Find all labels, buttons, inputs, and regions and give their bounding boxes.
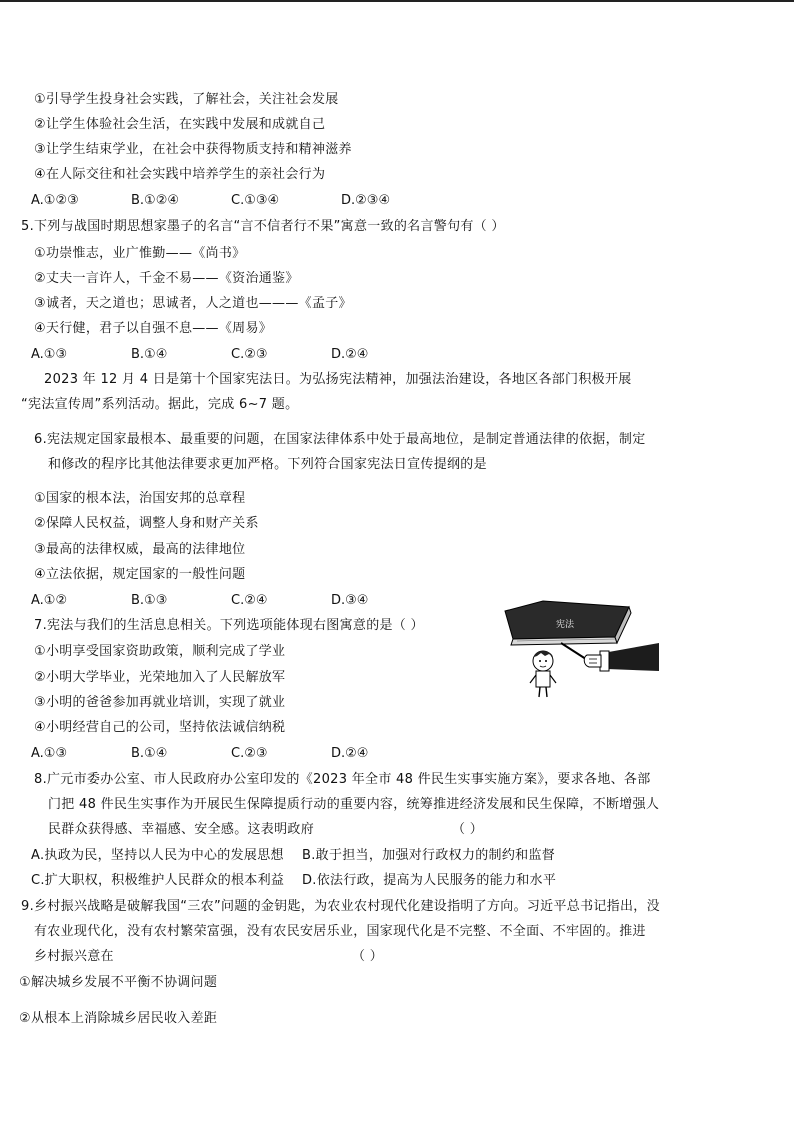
q6-stem-line-1: 6.宪法规定国家最根本、最重要的问题，在国家法律体系中处于最高地位，是制定普通法律的依据，制定 xyxy=(34,432,646,447)
book-title-text: 宪法 xyxy=(555,620,575,630)
q7-option-a[interactable]: A.①③ xyxy=(31,746,68,761)
q8-option-c[interactable]: C.扩大职权，积极维护人民群众的根本利益 xyxy=(31,873,285,888)
q6-option-a[interactable]: A.①② xyxy=(31,593,68,608)
q6-option-b[interactable]: B.①③ xyxy=(131,593,168,608)
q6-item-3: ③最高的法律权威，最高的法律地位 xyxy=(34,542,246,557)
q5-option-a[interactable]: A.①③ xyxy=(31,347,68,362)
q8-option-b[interactable]: B.敢于担当，加强对行政权力的制约和监督 xyxy=(302,848,556,863)
q6-item-1: ①国家的根本法，治国安邦的总章程 xyxy=(34,491,246,506)
q8-stem-line-3: 民群众获得感、幸福感、安全感。这表明政府 xyxy=(48,822,315,837)
q4-option-a[interactable]: A.①②③ xyxy=(31,193,79,208)
q9-item-2: ②从根本上消除城乡居民收入差距 xyxy=(19,1011,218,1026)
q7-item-2: ②小明大学毕业，光荣地加入了人民解放军 xyxy=(34,670,286,685)
q5-item-4: ④天行健，君子以自强不息——《周易》 xyxy=(34,321,273,336)
q9-stem-line-1: 9.乡村振兴战略是破解我国“三农”问题的金钥匙，为农业农村现代化建设指明了方向。习近平总书记指出，没 xyxy=(21,899,660,914)
q7-option-d[interactable]: D.②④ xyxy=(331,746,369,761)
q6-option-d[interactable]: D.③④ xyxy=(331,593,369,608)
q8-option-a[interactable]: A.执政为民，坚持以人民为中心的发展思想 xyxy=(31,848,284,863)
q7-option-c[interactable]: C.②③ xyxy=(231,746,268,761)
intro-line-1: 2023 年 12 月 4 日是第十个国家宪法日。为弘扬宪法精神，加强法治建设，各地区各部门积极开展 xyxy=(44,372,632,387)
q9-stem-line-2: 有农业现代化，没有农村繁荣富强，没有农民安居乐业，国家现代化是不完整、不全面、不牢固的。推进 xyxy=(34,924,646,939)
top-border xyxy=(0,0,794,2)
q8-stem-line-1: 8.广元市委办公室、市人民政府办公室印发的《2023 年全市 48 件民生实事实施方案》，要求各地、各部 xyxy=(34,772,651,787)
q5-option-d[interactable]: D.②④ xyxy=(331,347,369,362)
q7-item-1: ①小明享受国家资助政策，顺利完成了学业 xyxy=(34,644,286,659)
q4-item-4: ④在人际交往和社会实践中培养学生的亲社会行为 xyxy=(34,167,326,182)
q6-option-c[interactable]: C.②④ xyxy=(231,593,268,608)
q9-item-1: ①解决城乡发展不平衡不协调问题 xyxy=(19,975,218,990)
intro-line-2: “宪法宣传周”系列活动。据此，完成 6~7 题。 xyxy=(21,397,299,412)
q6-item-2: ②保障人民权益，调整人身和财产关系 xyxy=(34,516,259,531)
q6-stem-line-2: 和修改的程序比其他法律要求更加严格。下列符合国家宪法日宣传提纲的是 xyxy=(48,457,487,472)
q8-answer-bracket[interactable]: （ ） xyxy=(452,822,484,837)
q7-item-3: ③小明的爸爸参加再就业培训，实现了就业 xyxy=(34,695,286,710)
q7-option-b[interactable]: B.①④ xyxy=(131,746,168,761)
q4-option-c[interactable]: C.①③④ xyxy=(231,193,280,208)
q4-item-2: ②让学生体验社会生活，在实践中发展和成就自己 xyxy=(34,117,326,132)
q5-item-3: ③诚者，天之道也；思诚者，人之道也———《孟子》 xyxy=(34,296,352,311)
q5-item-1: ①功崇惟志，业广惟勤——《尚书》 xyxy=(34,246,246,261)
q4-option-b[interactable]: B.①②④ xyxy=(131,193,180,208)
q8-option-d[interactable]: D.依法行政，提高为人民服务的能力和水平 xyxy=(302,873,557,888)
q5-item-2: ②丈夫一言许人，千金不易——《资治通鉴》 xyxy=(34,271,299,286)
q7-item-4: ④小明经营自己的公司，坚持依法诚信纳税 xyxy=(34,720,286,735)
q5-stem: 5.下列与战国时期思想家墨子的名言“言不信者行不果”寓意一致的名言警句有（ ） xyxy=(21,219,505,234)
q5-option-c[interactable]: C.②③ xyxy=(231,347,268,362)
q9-stem-line-3: 乡村振兴意在 xyxy=(34,949,114,964)
constitution-umbrella-cartoon xyxy=(503,597,659,699)
q9-answer-bracket[interactable]: （ ） xyxy=(352,949,384,964)
q8-stem-line-2: 门把 48 件民生实事作为开展民生保障提质行动的重要内容，统筹推进经济发展和民生保障，不断增强人 xyxy=(48,797,660,812)
q6-item-4: ④立法依据，规定国家的一般性问题 xyxy=(34,567,246,582)
q4-item-3: ③让学生结束学业，在社会中获得物质支持和精神滋养 xyxy=(34,142,352,157)
q4-option-d[interactable]: D.②③④ xyxy=(341,193,391,208)
q5-option-b[interactable]: B.①④ xyxy=(131,347,168,362)
q7-stem: 7.宪法与我们的生活息息相关。下列选项能体现右图寓意的是（ ） xyxy=(34,618,424,633)
q4-item-1: ①引导学生投身社会实践，了解社会，关注社会发展 xyxy=(34,92,339,107)
